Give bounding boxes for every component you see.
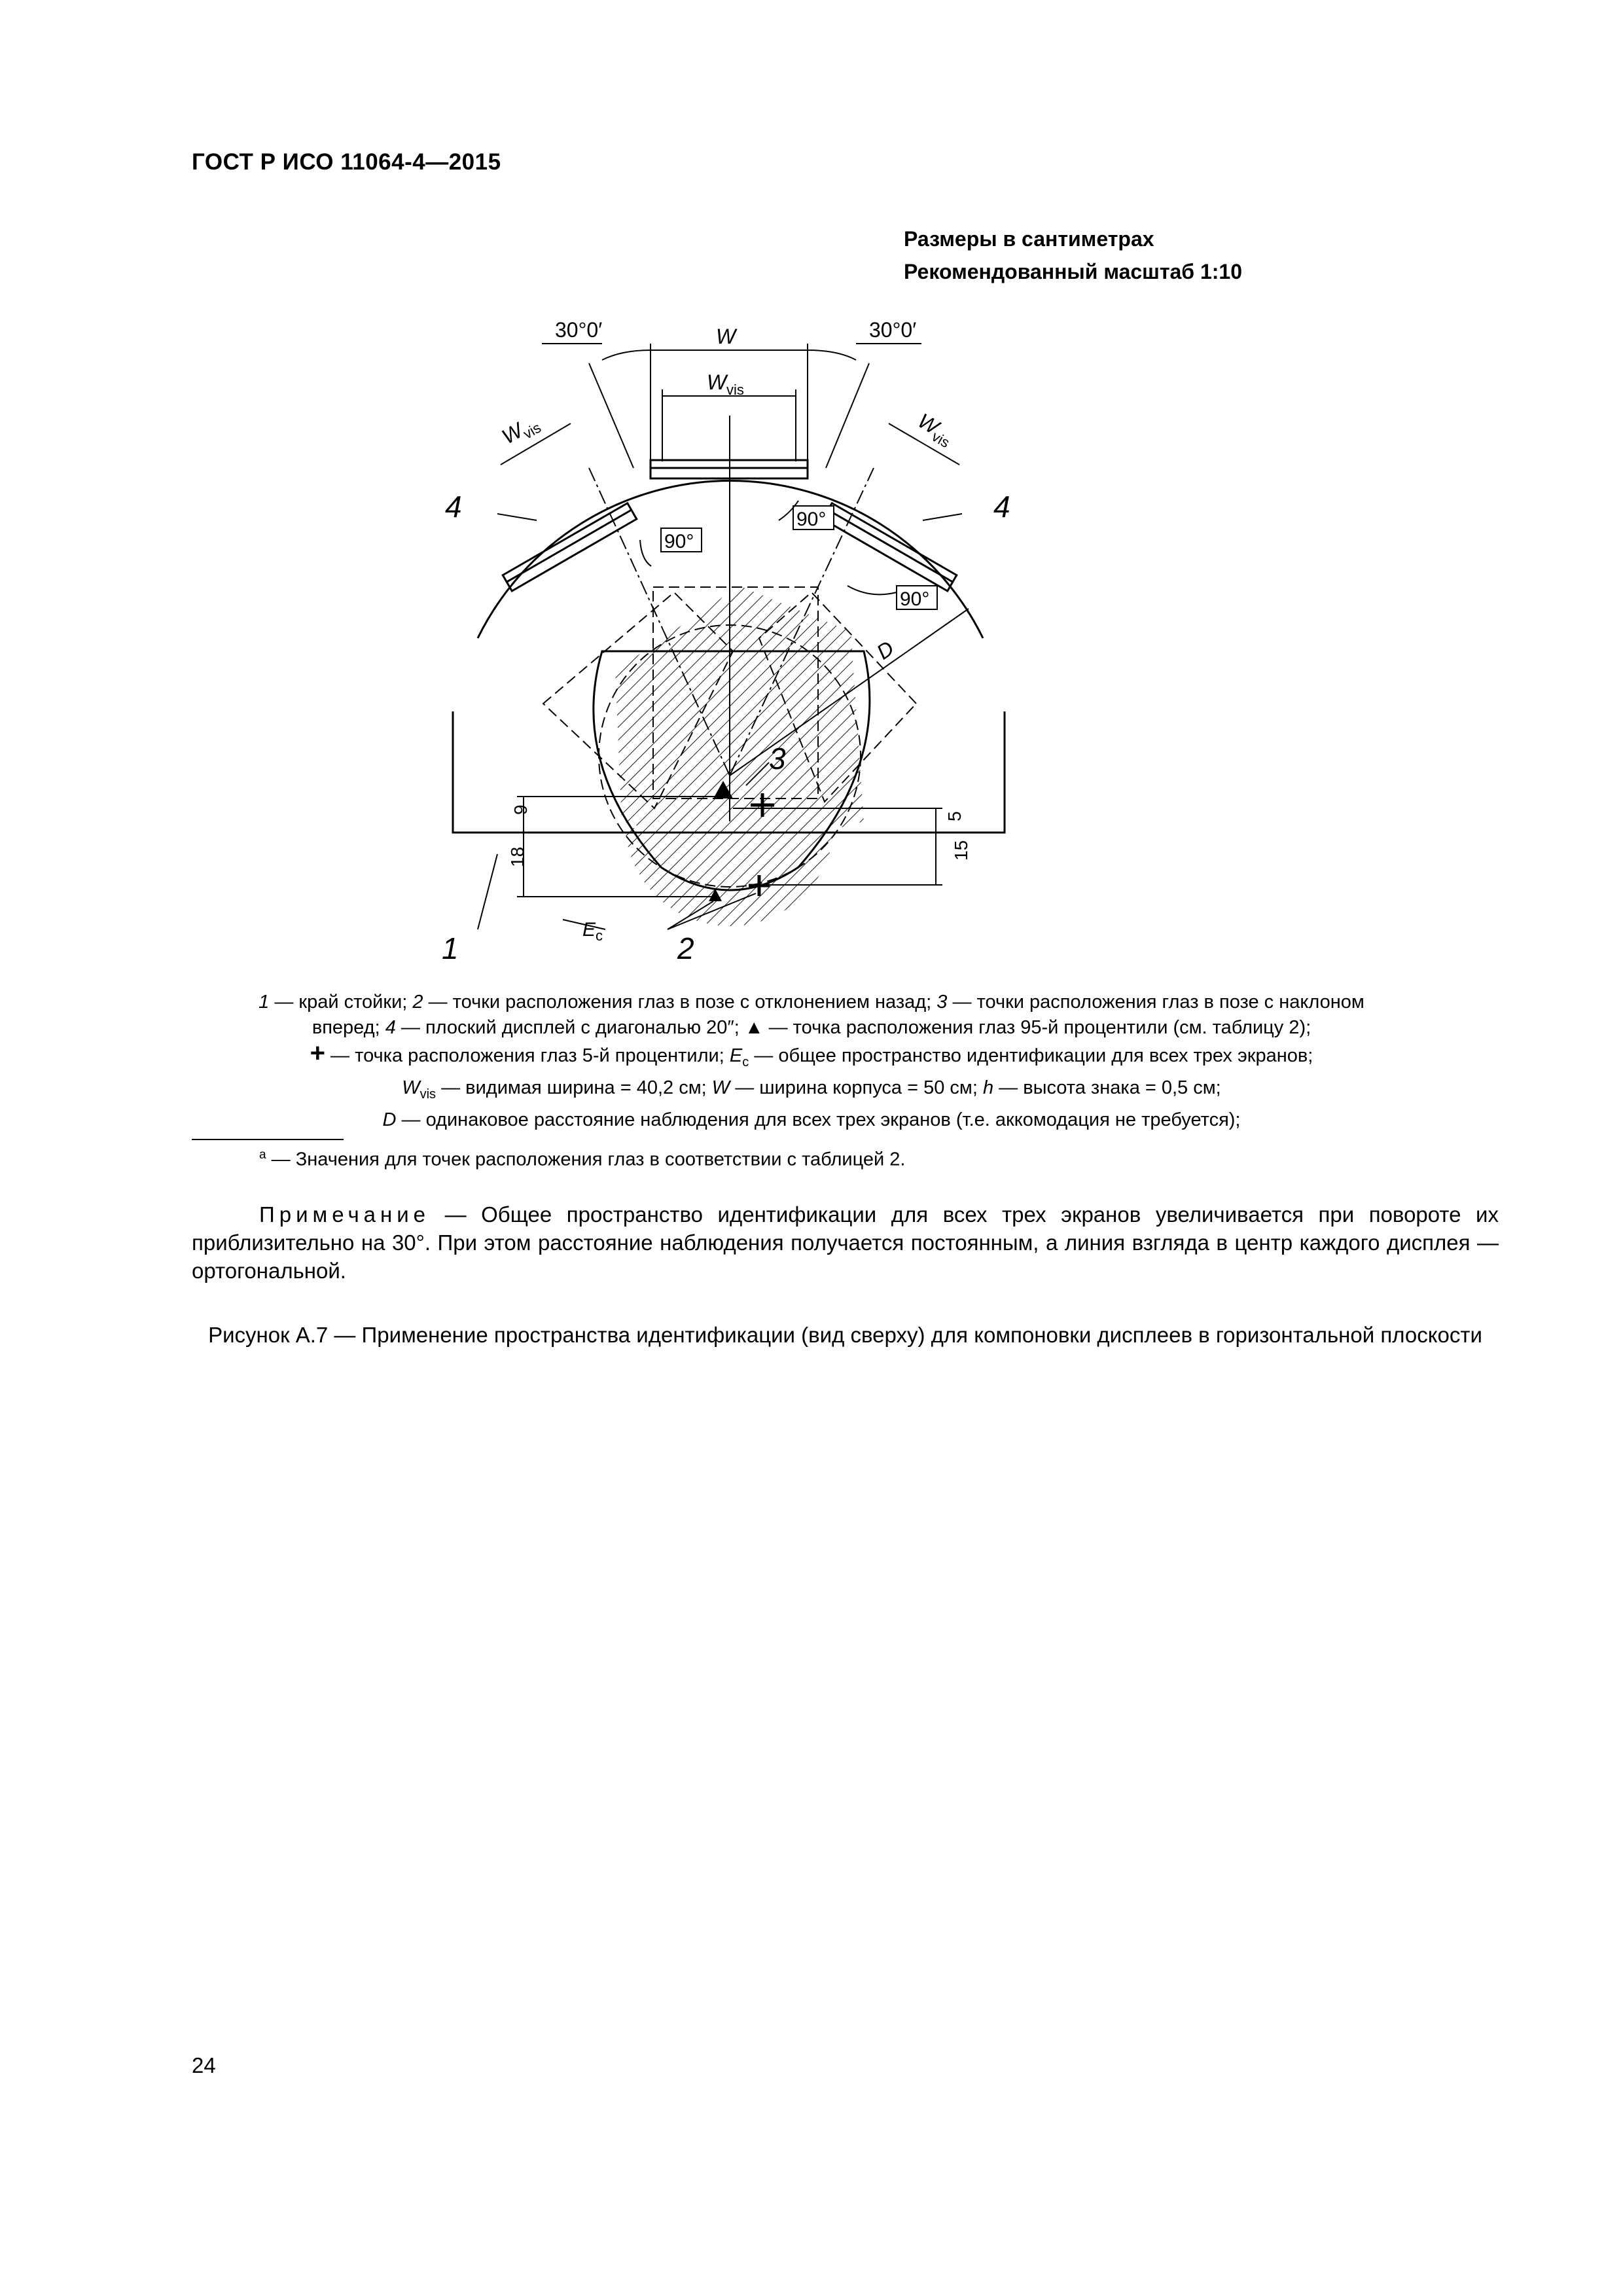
note-text: — Общее пространство идентификации для всех трех экранов увеличивается при повороте их приблизительно на 30°. При этом расстояние наблюдения получается постоянным, а линия взгляда в центр каждого дисплея — ортогональной. (192, 1202, 1499, 1283)
footnote-separator (192, 1139, 344, 1140)
wvis-label-right (912, 408, 958, 451)
plus-icon: + (310, 1039, 325, 1067)
legend-line-3: + — точка расположения глаз 5-й процентили; $E_c$ — общее пространство идентификации для всех трех экранов; (310, 1039, 1313, 1069)
angle-90-center: 90° (796, 509, 827, 530)
callout-2: 2 (677, 931, 694, 965)
angle-arc-right (808, 350, 856, 360)
figure-caption: Рисунок А.7 — Применение пространства идентификации (вид сверху) для компоновки дисплеев в горизонтальной плоскости (208, 1323, 1482, 1347)
units-line: Размеры в сантиметрах (904, 227, 1154, 251)
triangle-icon: ▲ (744, 1017, 764, 1038)
note-label: Примечание (259, 1202, 431, 1227)
footnote: $^a$ — Значения для точек расположения глаз в соответствии с таблицей 2. (259, 1148, 906, 1170)
units-note (904, 223, 1242, 288)
ec-label (582, 919, 603, 944)
dim-label-18: 18 (507, 846, 527, 867)
svg-text:W: W (497, 418, 527, 449)
legend-line-2: вперед; 4 — плоский дисплей с диагональю 20″; ▲ — точка расположения глаз 95-й процентили (см. таблицу 2); (312, 1017, 1311, 1038)
svg-text:E: E (582, 919, 596, 941)
width-label: W (716, 325, 736, 348)
dim-label-15: 15 (951, 840, 971, 861)
angle-label-left: 30°0′ (555, 318, 603, 342)
legend-line-4: $W_{vis}$ — видимая ширина = 40,2 см; W — ширина корпуса = 50 см; h — высота знака = 0,5 см; (402, 1077, 1221, 1102)
display-right (823, 503, 957, 591)
svg-text:c: c (596, 927, 603, 944)
legend-line-1: 1 — край стойки; 2 — точки расположения глаз в позе с отклонением назад; 3 — точки расположения глаз в позе с наклоном (259, 992, 1364, 1013)
dim-label-9: 9 (510, 804, 531, 815)
angle-label-right: 30°0′ (869, 318, 917, 342)
wvis-label-left (498, 410, 544, 452)
svg-text:W: W (707, 370, 727, 394)
display-layout-figure (393, 304, 1047, 972)
document-header: ГОСТ Р ИСО 11064-4—2015 (192, 149, 501, 175)
dim-label-5: 5 (944, 811, 965, 821)
legend-line-5: D — одинаковое расстояние наблюдения для всех трех экранов (т.е. аккомодация не требуется); (382, 1109, 1241, 1130)
angle-90-right: 90° (900, 588, 930, 610)
angle-arc-left (602, 350, 651, 360)
angle-90-left: 90° (664, 531, 694, 552)
svg-text:vis: vis (726, 382, 744, 398)
figure-legend (183, 990, 1440, 1133)
svg-text:vis: vis (929, 427, 953, 452)
callout-4-left: 4 (445, 490, 462, 524)
svg-text:vis: vis (520, 419, 544, 442)
scale-line: Рекомендованный масштаб 1:10 (904, 260, 1242, 283)
wvis-label-center (707, 370, 744, 398)
callout-3: 3 (769, 742, 786, 776)
callout-1: 1 (442, 931, 459, 965)
display-left (503, 503, 637, 591)
page-number: 24 (192, 2053, 216, 2077)
callout-4-right: 4 (993, 490, 1010, 524)
distance-label: D (872, 636, 899, 664)
svg-text:W: W (914, 408, 943, 439)
note-paragraph (192, 1200, 1499, 1285)
